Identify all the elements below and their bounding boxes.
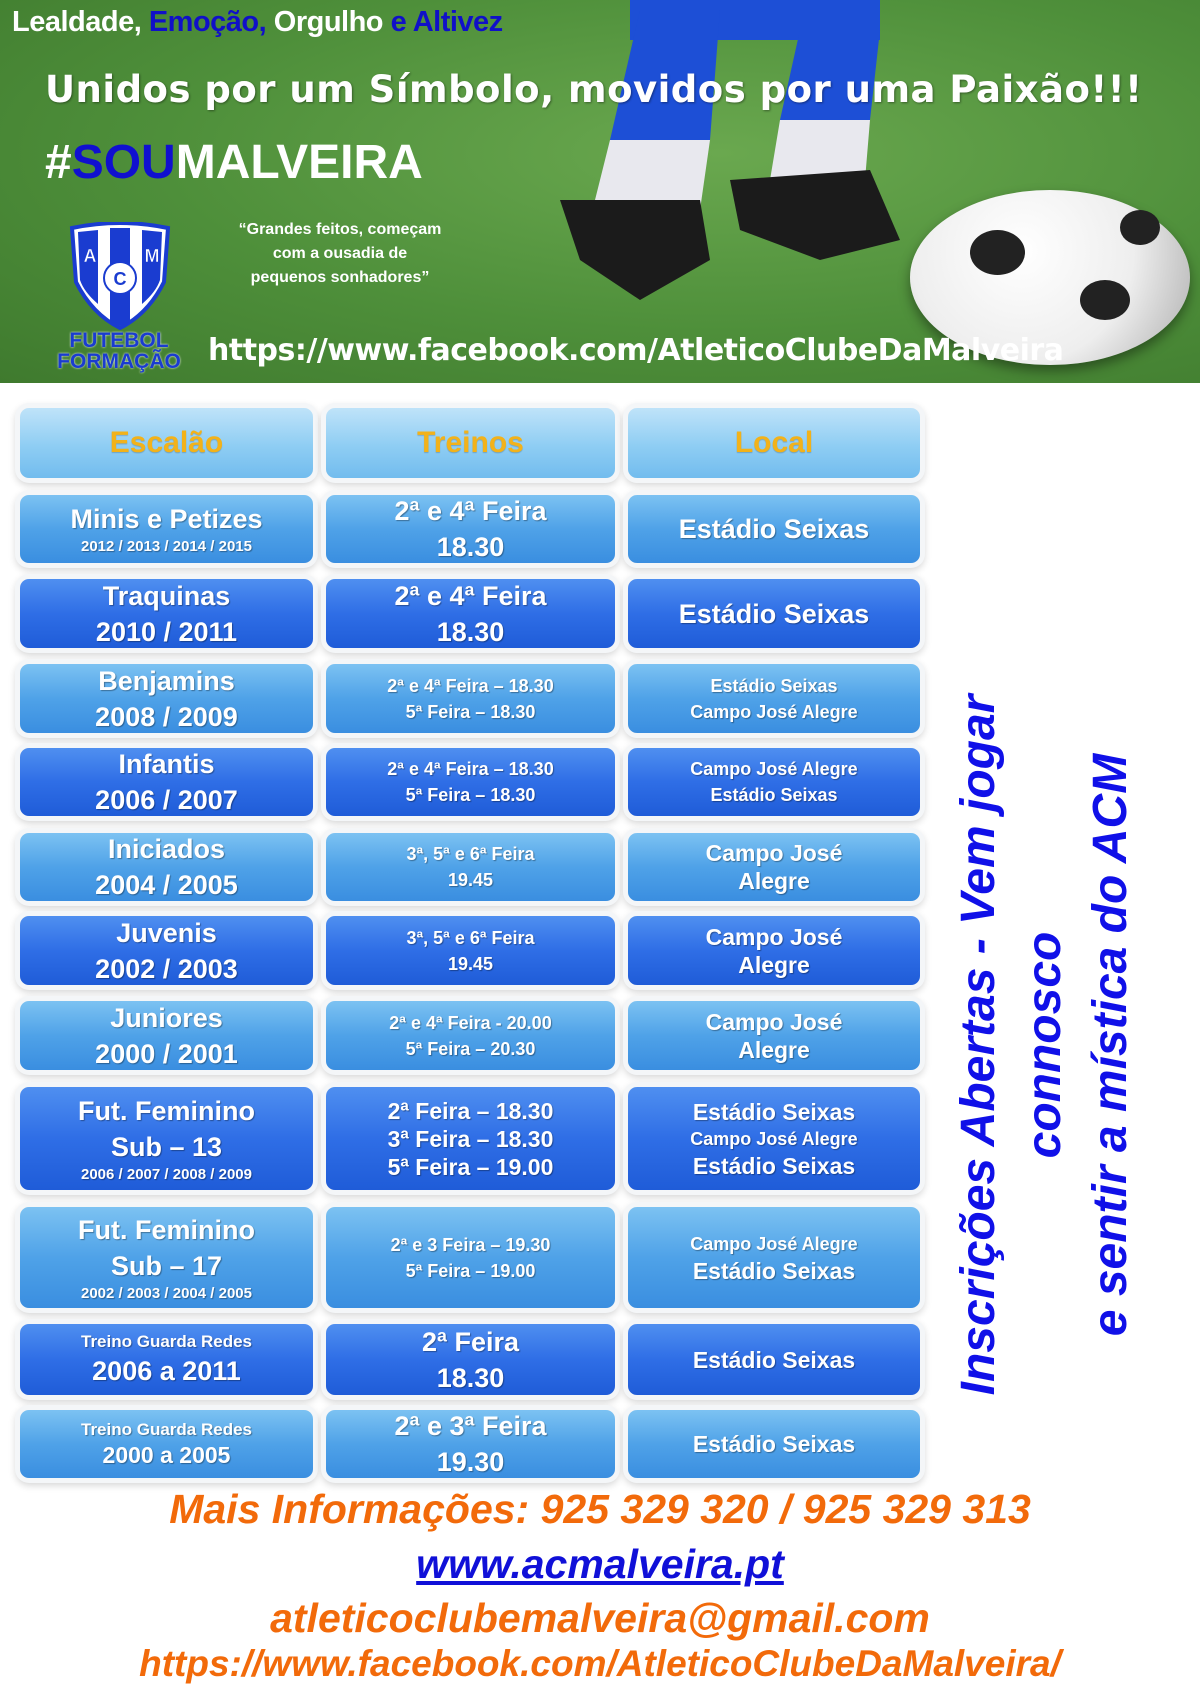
escalao-line: 2010 / 2011 xyxy=(95,616,238,647)
section-line: FORMAÇÃO xyxy=(57,350,181,373)
treinos-cell xyxy=(326,664,615,733)
treinos-cell xyxy=(326,1207,615,1308)
motto-word: e Altivez xyxy=(390,6,503,38)
escalao-line: Minis e Petizes xyxy=(70,504,263,534)
table-row xyxy=(20,1207,920,1308)
treinos-line: 2ª e 4ª Feira - 20.00 xyxy=(389,1012,552,1033)
escalao-cell xyxy=(20,495,313,563)
local-cell xyxy=(628,833,920,901)
table-row xyxy=(20,1324,920,1395)
local-cell xyxy=(628,579,920,648)
table-row xyxy=(20,579,920,648)
header-local: Local xyxy=(628,408,920,478)
escalao-line: Treino Guarda Redes xyxy=(81,1420,252,1439)
escalao-cell xyxy=(20,1087,313,1190)
escalao-cell xyxy=(20,1410,313,1478)
website-link[interactable]: www.acmalveira.pt xyxy=(416,1541,784,1587)
quote-line: pequenos sonhadores” xyxy=(250,269,430,286)
escalao-cell xyxy=(20,1324,313,1395)
banner-facebook-link[interactable]: https://www.facebook.com/AtleticoClubeDaMalveira xyxy=(208,333,1064,368)
escalao-line: Fut. Feminino xyxy=(78,1095,255,1126)
hashtag xyxy=(45,135,423,190)
svg-text:C: C xyxy=(113,269,127,289)
escalao-line: 2006 a 2011 xyxy=(92,1355,241,1386)
contact-phones: Mais Informações: 925 329 320 / 925 329 313 xyxy=(169,1486,1031,1532)
escalao-line: 2000 / 2001 xyxy=(95,1038,238,1069)
treinos-cell xyxy=(326,1001,615,1070)
local-line: Campo José xyxy=(705,923,843,950)
club-crest-logo xyxy=(68,222,172,330)
facebook-link[interactable]: https://www.facebook.com/AtleticoClubeDaMalveira/ xyxy=(139,1643,1061,1684)
local-line: Campo José Alegre xyxy=(690,759,858,779)
treinos-line: 2ª e 4ª Feira – 18.30 xyxy=(387,675,554,696)
escalao-line: Treino Guarda Redes xyxy=(81,1331,252,1351)
escalao-cell xyxy=(20,833,313,901)
local-line: Estádio Seixas xyxy=(710,675,838,696)
local-line: Alegre xyxy=(738,1036,810,1063)
treinos-line: 2ª e 3ª Feira xyxy=(394,1411,547,1441)
local-line: Estádio Seixas xyxy=(692,1257,856,1284)
local-cell xyxy=(628,748,920,816)
local-line: Campo José Alegre xyxy=(690,701,858,722)
local-line: Alegre xyxy=(738,951,810,978)
escalao-line: Traquinas xyxy=(102,580,231,611)
escalao-line: Sub – 17 xyxy=(110,1250,223,1281)
treinos-line: 5ª Feira – 19.00 xyxy=(405,1260,536,1281)
hashtag-prefix: # xyxy=(45,136,72,189)
player-legs-image xyxy=(520,0,960,310)
local-cell xyxy=(628,1001,920,1070)
local-line: Estádio Seixas xyxy=(678,514,870,544)
treinos-line: 5ª Feira – 20.30 xyxy=(405,1038,536,1059)
treinos-line: 5ª Feira – 19.00 xyxy=(387,1153,554,1180)
local-line: Campo José xyxy=(705,1008,843,1035)
motto-word: Orgulho xyxy=(273,6,391,38)
local-cell xyxy=(628,1087,920,1190)
header-treinos: Treinos xyxy=(326,408,615,478)
local-cell xyxy=(628,1207,920,1308)
motto xyxy=(12,6,503,39)
local-line: Campo José xyxy=(705,840,843,866)
header-banner xyxy=(0,0,1200,383)
local-cell xyxy=(628,1324,920,1395)
treinos-line: 5ª Feira – 18.30 xyxy=(405,785,536,805)
treinos-line: 3ª Feira – 18.30 xyxy=(387,1125,554,1152)
escalao-cell xyxy=(20,916,313,985)
email-link[interactable]: atleticoclubemalveira@gmail.com xyxy=(270,1595,930,1641)
escalao-cell xyxy=(20,664,313,733)
quote xyxy=(225,218,455,290)
escalao-line: 2000 a 2005 xyxy=(102,1442,231,1468)
treinos-cell xyxy=(326,495,615,563)
local-line: Campo José Alegre xyxy=(690,1128,858,1149)
treinos-line: 2ª e 4ª Feira xyxy=(394,496,547,526)
local-line: Estádio Seixas xyxy=(692,1152,856,1179)
local-line: Estádio Seixas xyxy=(710,785,838,805)
escalao-line: Juniores xyxy=(110,1002,223,1033)
escalao-line: Infantis xyxy=(118,749,215,779)
treinos-line: 19.45 xyxy=(447,870,494,890)
escalao-line: Juvenis xyxy=(116,917,217,948)
treinos-cell xyxy=(326,1410,615,1478)
escalao-line: Iniciados xyxy=(107,834,226,864)
escalao-line: Sub – 13 xyxy=(110,1131,223,1162)
treinos-cell xyxy=(326,579,615,648)
local-line: Estádio Seixas xyxy=(692,1346,856,1373)
treinos-line: 18.30 xyxy=(436,616,505,647)
treinos-cell xyxy=(326,833,615,901)
treinos-line: 3ª, 5ª e 6ª Feira xyxy=(406,844,535,864)
escalao-line: 2006 / 2007 / 2008 / 2009 xyxy=(81,1165,252,1183)
callout-line: e sentir a mística do ACM xyxy=(1084,753,1137,1337)
hashtag-white: MALVEIRA xyxy=(175,136,423,189)
table-row xyxy=(20,916,920,985)
escalao-line: 2008 / 2009 xyxy=(95,701,238,732)
treinos-line: 2ª e 4ª Feira xyxy=(394,580,547,611)
local-line: Estádio Seixas xyxy=(692,1098,856,1125)
escalao-line: 2012 / 2013 / 2014 / 2015 xyxy=(81,538,252,555)
treinos-line: 2ª Feira – 18.30 xyxy=(387,1097,554,1124)
svg-text:A: A xyxy=(83,246,97,266)
local-line: Estádio Seixas xyxy=(692,1431,856,1457)
svg-text:M: M xyxy=(144,246,160,266)
local-line: Estádio Seixas xyxy=(678,598,870,629)
treinos-line: 3ª, 5ª e 6ª Feira xyxy=(406,927,535,948)
escalao-cell xyxy=(20,1001,313,1070)
local-line: Campo José Alegre xyxy=(690,1233,858,1254)
treinos-cell xyxy=(326,748,615,816)
motto-word: Lealdade, xyxy=(12,6,149,38)
local-cell xyxy=(628,664,920,733)
local-cell xyxy=(628,495,920,563)
motto-word: Emoção, xyxy=(148,6,274,38)
quote-line: “Grandes feitos, começam xyxy=(238,221,442,238)
table-row xyxy=(20,495,920,563)
escalao-cell xyxy=(20,748,313,816)
local-cell xyxy=(628,916,920,985)
callout-line: Inscrições Abertas - Vem jogar xyxy=(952,694,1005,1396)
table-row xyxy=(20,833,920,901)
escalao-line: Benjamins xyxy=(98,665,235,696)
local-line: Alegre xyxy=(738,868,810,894)
table-row xyxy=(20,748,920,816)
treinos-cell xyxy=(326,1087,615,1190)
escalao-line: 2002 / 2003 xyxy=(95,953,238,984)
futebol-formacao-label xyxy=(44,330,194,372)
escalao-line: 2006 / 2007 xyxy=(95,785,238,815)
escalao-line: 2002 / 2003 / 2004 / 2005 xyxy=(81,1284,252,1302)
table-row xyxy=(20,1410,920,1478)
treinos-line: 2ª Feira xyxy=(421,1326,520,1357)
escalao-cell xyxy=(20,579,313,648)
slogan: Unidos por um Símbolo, movidos por uma Paixão!!! xyxy=(45,68,1143,111)
header-escalao: Escalão xyxy=(20,408,313,478)
treinos-cell xyxy=(326,916,615,985)
escalao-line: Fut. Feminino xyxy=(78,1214,255,1245)
callout-line: connosco xyxy=(1018,931,1071,1159)
table-header-row xyxy=(20,408,920,478)
treinos-line: 5ª Feira – 18.30 xyxy=(405,701,536,722)
treinos-line: 2ª e 3 Feira – 19.30 xyxy=(390,1234,551,1255)
treinos-line: 2ª e 4ª Feira – 18.30 xyxy=(387,759,554,779)
treinos-line: 18.30 xyxy=(436,1362,505,1393)
quote-line: com a ousadia de xyxy=(272,245,408,262)
table-row xyxy=(20,1087,920,1190)
treinos-cell xyxy=(326,1324,615,1395)
treinos-line: 18.30 xyxy=(436,532,505,562)
treinos-line: 19.45 xyxy=(447,953,494,974)
hashtag-blue: SOU xyxy=(71,136,176,189)
table-row xyxy=(20,1001,920,1070)
treinos-line: 19.30 xyxy=(436,1447,505,1477)
section-line: FUTEBOL xyxy=(69,329,169,352)
escalao-line: 2004 / 2005 xyxy=(95,870,238,900)
escalao-cell xyxy=(20,1207,313,1308)
table-row xyxy=(20,664,920,733)
local-cell xyxy=(628,1410,920,1478)
